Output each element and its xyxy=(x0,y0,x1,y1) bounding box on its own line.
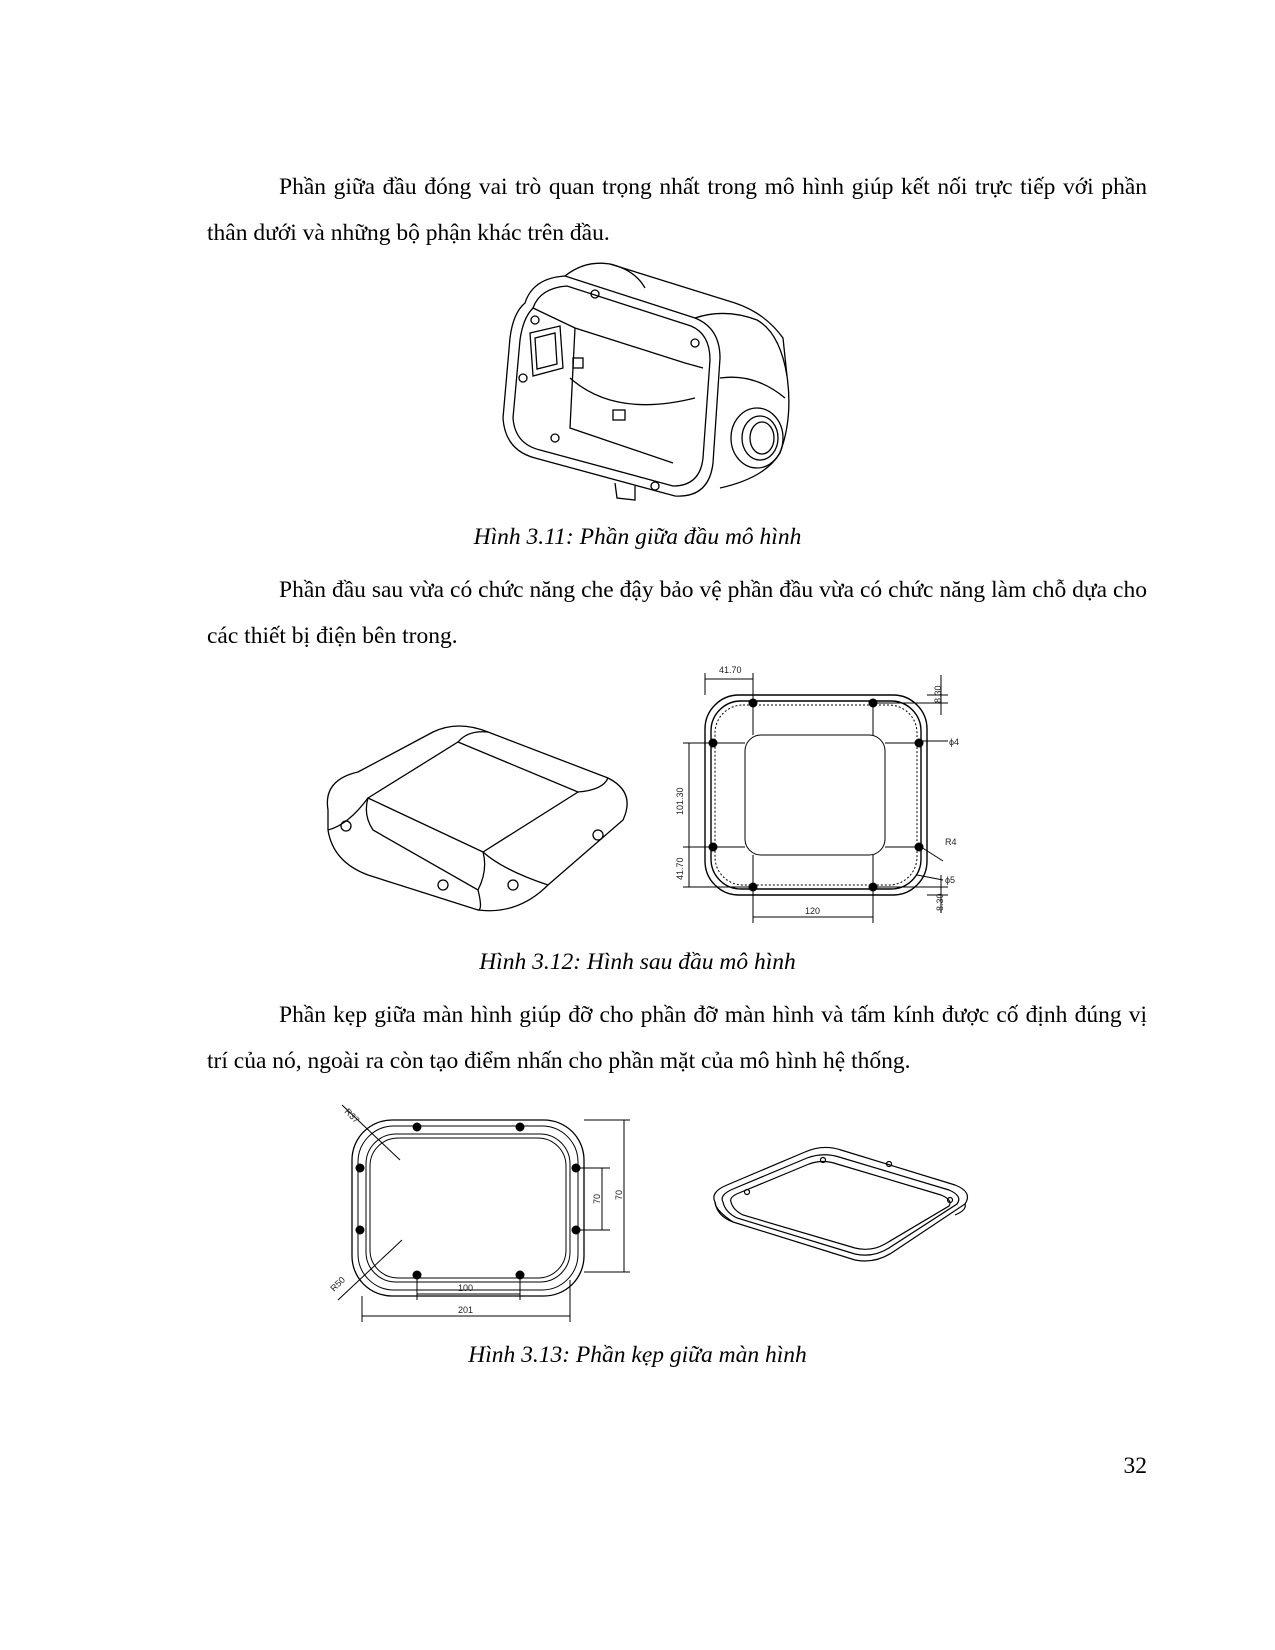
dim-radius-top: R37 xyxy=(342,1106,362,1126)
dim-hole: ϕ4 xyxy=(949,737,960,747)
figure-3-12-isometric xyxy=(318,720,638,930)
dim-radius-bottom: R50 xyxy=(328,1274,348,1294)
dim-top-width: 41.70 xyxy=(719,665,742,675)
dim-inner-height: 70 xyxy=(592,1193,602,1204)
dim-inner-width: 100 xyxy=(458,1283,474,1293)
page-number: 32 xyxy=(1123,1453,1147,1479)
dim-outer-height: 70 xyxy=(614,1189,624,1200)
paragraph-3: Phần kẹp giữa màn hình giúp đỡ cho phần đỡ màn hình và tấm kính được cố định đúng vị trí của nó, ngoài ra còn tạo điểm nhấn cho phần mặt của mô hình hệ thống. xyxy=(207,1002,1147,1074)
caption-figure-3-12: Hình 3.12: Hình sau đầu mô hình xyxy=(479,949,796,975)
figure-3-13-dimension-drawing xyxy=(330,1100,650,1340)
paragraph-2: Phần đầu sau vừa có chức năng che đậy bảo vệ phần đầu vừa có chức năng làm chỗ dựa cho các thiết bị điện bên trong. xyxy=(207,577,1147,649)
dim-radius: R4 xyxy=(945,837,957,847)
dim-bottom-width: 120 xyxy=(805,906,821,916)
caption-figure-3-13: Hình 3.13: Phần kẹp giữa màn hình xyxy=(468,1342,807,1368)
figure-3-11-drawing xyxy=(495,258,805,508)
dim-bottom-offset: 8.30 xyxy=(935,893,945,911)
dim-left-height: 101.30 xyxy=(675,787,685,815)
dim-hole2: ϕ5 xyxy=(945,875,956,885)
dim-top-offset: 8.30 xyxy=(933,685,943,703)
dim-left-lower: 41.70 xyxy=(675,857,685,880)
figure-3-12-dimension-drawing xyxy=(663,665,973,925)
caption-figure-3-11: Hình 3.11: Phần giữa đầu mô hình xyxy=(473,524,802,550)
paragraph-1: Phần giữa đầu đóng vai trò quan trọng nhất trong mô hình giúp kết nối trực tiếp với phần thân dưới và những bộ phận khác trên đầu. xyxy=(207,174,1147,246)
dim-outer-width: 201 xyxy=(458,1305,474,1315)
figure-3-13-isometric xyxy=(705,1140,975,1270)
